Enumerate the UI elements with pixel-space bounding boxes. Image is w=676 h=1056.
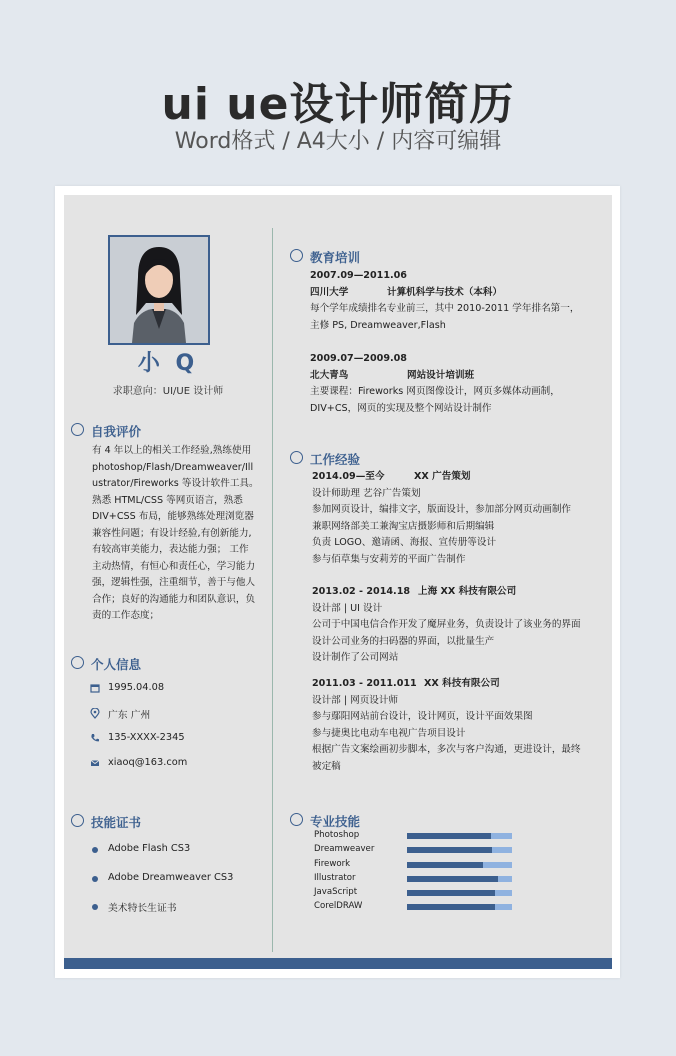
circle-bullet-icon (71, 814, 84, 827)
skill-bar-track (407, 904, 512, 910)
self-evaluation-line: ustrator/Fireworks 等设计软件工具。 (92, 478, 259, 489)
skill-row (314, 873, 544, 886)
education-date: 2009.07—2009.08 (310, 353, 407, 364)
work-detail: 参与鄢阳网站前台设计，设计网页，设计平面效果图 (312, 711, 533, 722)
work-date: 2011.03 - 2011.011 (312, 678, 417, 689)
profile-photo (108, 235, 210, 345)
section-title: 教育培训 (310, 250, 361, 265)
skill-bar-fill (407, 876, 498, 882)
phone-value: 135-XXXX-2345 (108, 732, 185, 743)
self-evaluation-text (92, 443, 259, 625)
work-date: 2013.02 - 2014.18 (312, 586, 411, 597)
work-entry (312, 469, 571, 568)
column-divider (272, 228, 273, 952)
skill-row (314, 844, 544, 857)
skill-label: Dreamweaver (314, 844, 375, 854)
email-value: xiaoq@163.com (108, 757, 188, 768)
skill-label: CorelDRAW (314, 901, 363, 911)
footer-bar (64, 958, 612, 969)
self-evaluation-line: 主动热情，有恒心和责任心，学习能力 (92, 560, 256, 572)
self-evaluation-line: 责的工作态度； (92, 610, 160, 621)
school-name: 四川大学 (310, 286, 349, 298)
education-entry (310, 268, 579, 334)
work-heading (312, 584, 581, 601)
circle-bullet-icon (71, 423, 84, 436)
circle-bullet-icon (71, 656, 84, 669)
education-school-row (310, 368, 560, 385)
skill-label: JavaScript (314, 887, 358, 897)
skill-label: Firework (314, 859, 351, 869)
work-detail: 参加网页设计，编排文字，版面设计，参加部分网页动画制作 (312, 504, 572, 515)
work-detail: 被定稿 (312, 760, 341, 772)
skill-bar-fill (407, 847, 492, 853)
work-company: XX 科技有限公司 (424, 678, 500, 689)
skill-bar-track (407, 862, 512, 868)
section-title: 技能证书 (91, 815, 142, 830)
work-date: 2014.09—至今 (312, 471, 385, 482)
skill-label: Illustrator (314, 873, 356, 883)
self-evaluation-line: 熟悉 HTML/CSS 等网页语言，熟悉 (92, 494, 243, 506)
location-pin-icon (90, 708, 100, 719)
page-title: ui ue设计师简历 (161, 79, 515, 130)
work-detail: 设计师助理 艺谷广告策划 (312, 487, 421, 499)
skill-bar-fill (407, 904, 495, 910)
job-objective: 求职意向：UI/UE 设计师 (112, 386, 224, 397)
work-company: XX 广告策划 (414, 471, 471, 482)
self-evaluation-line: DIV+CSS 布局，能够熟练处理浏览器 (92, 511, 254, 522)
work-detail: 设计部 | 网页设计师 (312, 694, 399, 706)
certificate-label: Adobe Dreamweaver CS3 (108, 872, 234, 883)
work-detail: 公司于中国电信合作开发了魔屏业务，负责设计了该业务的界面 (312, 619, 581, 630)
skill-label: Photoshop (314, 830, 360, 840)
circle-bullet-icon (290, 813, 303, 826)
calendar-icon (90, 683, 100, 693)
circle-bullet-icon (290, 249, 303, 262)
major-name: 计算机科学与技术（本科） (387, 286, 503, 298)
self-evaluation-line: 兼容性问题；有设计经验,有创新能力, (92, 527, 252, 539)
work-detail: 根据广告文案绘画初步脚本，多次与客户沟通，更进设计，最终 (312, 744, 581, 755)
skill-row (314, 830, 544, 843)
work-heading (312, 469, 571, 486)
work-detail: 设计公司业务的扫码器的界面，以批量生产 (312, 635, 495, 647)
work-detail: 兼职网络部美工兼淘宝店摄影师和后期编辑 (312, 520, 495, 532)
work-detail: 设计制作了公司网站 (312, 652, 399, 663)
skill-bar-track (407, 890, 512, 896)
skill-bar-track (407, 847, 512, 853)
certificate-label: 美术特长生证书 (108, 903, 177, 914)
section-title: 工作经验 (310, 452, 361, 467)
work-entry (312, 676, 581, 775)
skill-bar-track (407, 833, 512, 839)
dot-bullet-icon (92, 847, 98, 853)
section-title: 个人信息 (91, 657, 142, 672)
self-evaluation-line: 有 4 年以上的相关工作经验,熟练使用 (92, 445, 252, 456)
candidate-name: 小 Q (137, 351, 199, 376)
portrait-image (110, 237, 208, 343)
work-detail: 负责 LOGO、邀请函、海报、宣传册等设计 (312, 537, 497, 548)
skill-row (314, 887, 544, 900)
work-heading (312, 676, 581, 693)
dot-bullet-icon (92, 904, 98, 910)
section-title: 专业技能 (310, 814, 361, 829)
certificate-label: Adobe Flash CS3 (108, 843, 191, 854)
birth-value: 1995.04.08 (108, 682, 165, 693)
mail-icon (90, 758, 100, 768)
education-school-row (310, 285, 579, 302)
education-detail: 主修 PS, Dreamweaver,Flash (310, 319, 446, 331)
skill-bar-fill (407, 862, 483, 868)
work-company: 上海 XX 科技有限公司 (418, 586, 517, 597)
circle-bullet-icon (290, 451, 303, 464)
work-entry (312, 584, 581, 667)
section-title: 自我评价 (91, 424, 142, 439)
work-detail: 参与佰草集与安莉芳的平面广告制作 (312, 553, 466, 565)
page-subtitle: Word格式 / A4大小 / 内容可编辑 (174, 129, 502, 154)
education-date: 2007.09—2011.06 (310, 270, 407, 281)
education-detail: DIV+CS，网页的实现及整个网站设计制作 (310, 402, 492, 414)
skill-row (314, 901, 544, 914)
phone-icon (90, 733, 100, 743)
work-detail: 设计部 | UI 设计 (312, 602, 383, 614)
major-name: 网站设计培训班 (407, 369, 475, 381)
location-value: 广东 广州 (108, 710, 151, 721)
self-evaluation-line: 合作；良好的沟通能力和团队意识，负 (92, 593, 256, 605)
education-entry (310, 351, 560, 417)
skill-bar-fill (407, 890, 495, 896)
education-detail: 主要课程：Fireworks 网页图像设计，网页多媒体动画制， (310, 386, 560, 397)
self-evaluation-line: 有较高审美能力，表达能力强； 工作 (92, 544, 249, 555)
self-evaluation-line: 强，逻辑性强，注重细节，善于与他人 (92, 577, 256, 588)
skill-bar-track (407, 876, 512, 882)
work-detail: 参与捷奥比电动车电视广告项目设计 (312, 727, 466, 739)
skill-row (314, 859, 544, 872)
school-name: 北大青鸟 (310, 369, 349, 381)
self-evaluation-line: photoshop/Flash/Dreamweaver/Ill (92, 461, 254, 473)
education-detail: 每个学年成绩排名专业前三，其中 2010-2011 学年排名第一， (310, 303, 580, 314)
dot-bullet-icon (92, 876, 98, 882)
skill-bar-fill (407, 833, 491, 839)
